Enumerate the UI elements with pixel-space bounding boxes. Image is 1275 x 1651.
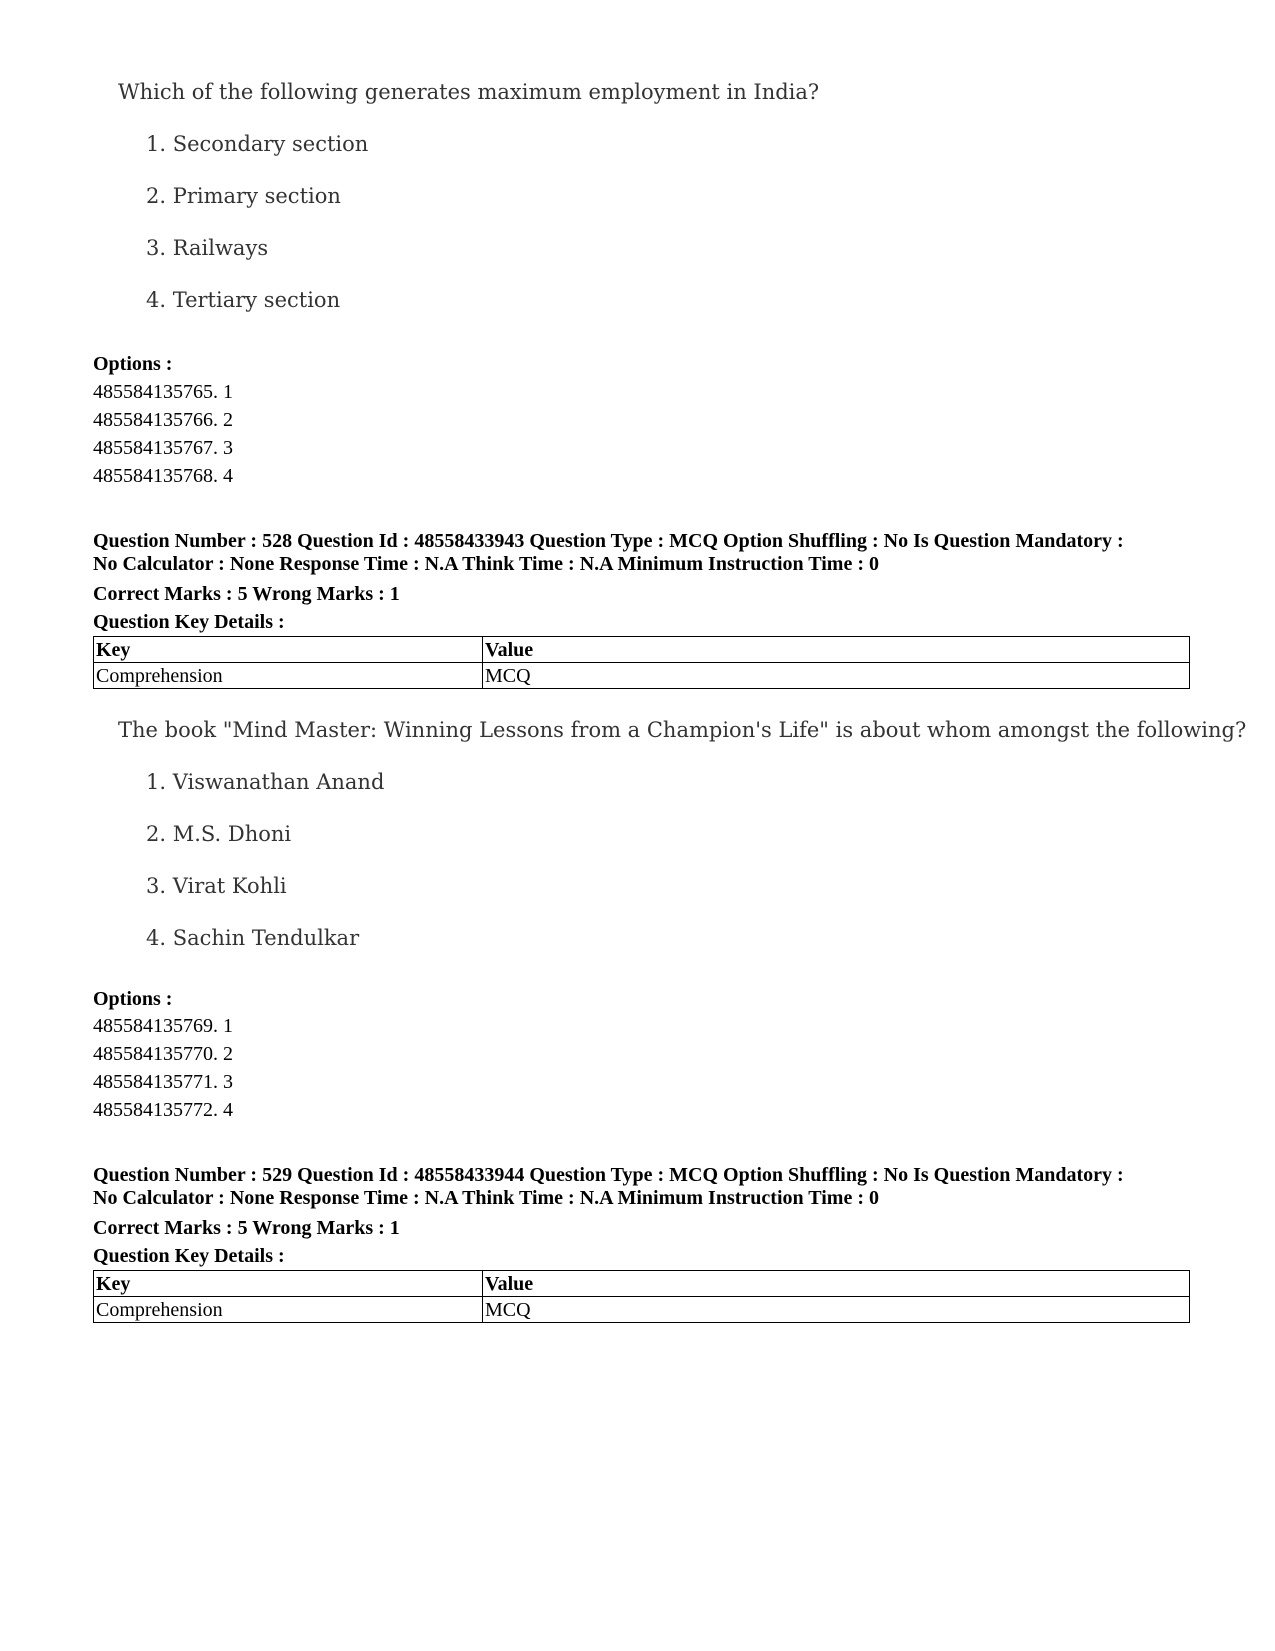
table-header-row — [94, 637, 1190, 663]
choice-4: 4. Sachin Tendulkar — [146, 926, 360, 950]
choice-1: 1. Secondary section — [146, 132, 369, 156]
option-line: 485584135771. 3 — [93, 1071, 233, 1093]
cell-value: MCQ — [483, 663, 1190, 689]
cell-key: Comprehension — [94, 663, 483, 689]
cell-value: MCQ — [483, 1297, 1190, 1323]
meta-line-1: Question Number : 529 Question Id : 48558433944 Question Type : MCQ Option Shuffling : No Is Question Mandatory : — [93, 1164, 1124, 1186]
key-details-label: Question Key Details : — [93, 611, 285, 633]
choice-4: 4. Tertiary section — [146, 288, 341, 312]
table-row — [94, 663, 1190, 689]
choice-1: 1. Viswanathan Anand — [146, 770, 385, 794]
meta-line-2: No Calculator : None Response Time : N.A Think Time : N.A Minimum Instruction Time : 0 — [93, 1187, 879, 1209]
cell-key: Comprehension — [94, 1297, 483, 1323]
meta-line-2: No Calculator : None Response Time : N.A Think Time : N.A Minimum Instruction Time : 0 — [93, 553, 879, 575]
option-line: 485584135769. 1 — [93, 1015, 233, 1037]
choice-3: 3. Virat Kohli — [146, 874, 287, 898]
choice-3: 3. Railways — [146, 236, 269, 260]
choice-2: 2. M.S. Dhoni — [146, 822, 292, 846]
question-key-table — [93, 1270, 1190, 1323]
question-528-image — [118, 716, 1247, 950]
question-528-meta — [93, 530, 1203, 576]
header-value: Value — [483, 1271, 1190, 1297]
option-line: 485584135770. 2 — [93, 1043, 233, 1065]
question-text: Which of the following generates maximum employment in India? — [118, 80, 820, 104]
option-line: 485584135765. 1 — [93, 381, 233, 403]
marks-line: Correct Marks : 5 Wrong Marks : 1 — [93, 583, 400, 605]
header-value: Value — [483, 637, 1190, 663]
option-line: 485584135772. 4 — [93, 1099, 233, 1121]
key-details-label: Question Key Details : — [93, 1245, 285, 1267]
question-key-table — [93, 636, 1190, 689]
choice-2: 2. Primary section — [146, 184, 341, 208]
question-527-image — [118, 78, 820, 312]
options-label: Options : — [93, 988, 173, 1010]
table-header-row — [94, 1271, 1190, 1297]
marks-line: Correct Marks : 5 Wrong Marks : 1 — [93, 1217, 400, 1239]
header-key: Key — [94, 1271, 483, 1297]
option-line: 485584135768. 4 — [93, 465, 233, 487]
option-line: 485584135766. 2 — [93, 409, 233, 431]
question-text: The book "Mind Master: Winning Lessons from a Champion's Life" is about whom amongst the following? — [118, 718, 1247, 742]
header-key: Key — [94, 637, 483, 663]
meta-line-1: Question Number : 528 Question Id : 48558433943 Question Type : MCQ Option Shuffling : No Is Question Mandatory : — [93, 530, 1124, 552]
table-row — [94, 1297, 1190, 1323]
option-line: 485584135767. 3 — [93, 437, 233, 459]
options-label: Options : — [93, 353, 173, 375]
question-529-meta — [93, 1164, 1203, 1210]
